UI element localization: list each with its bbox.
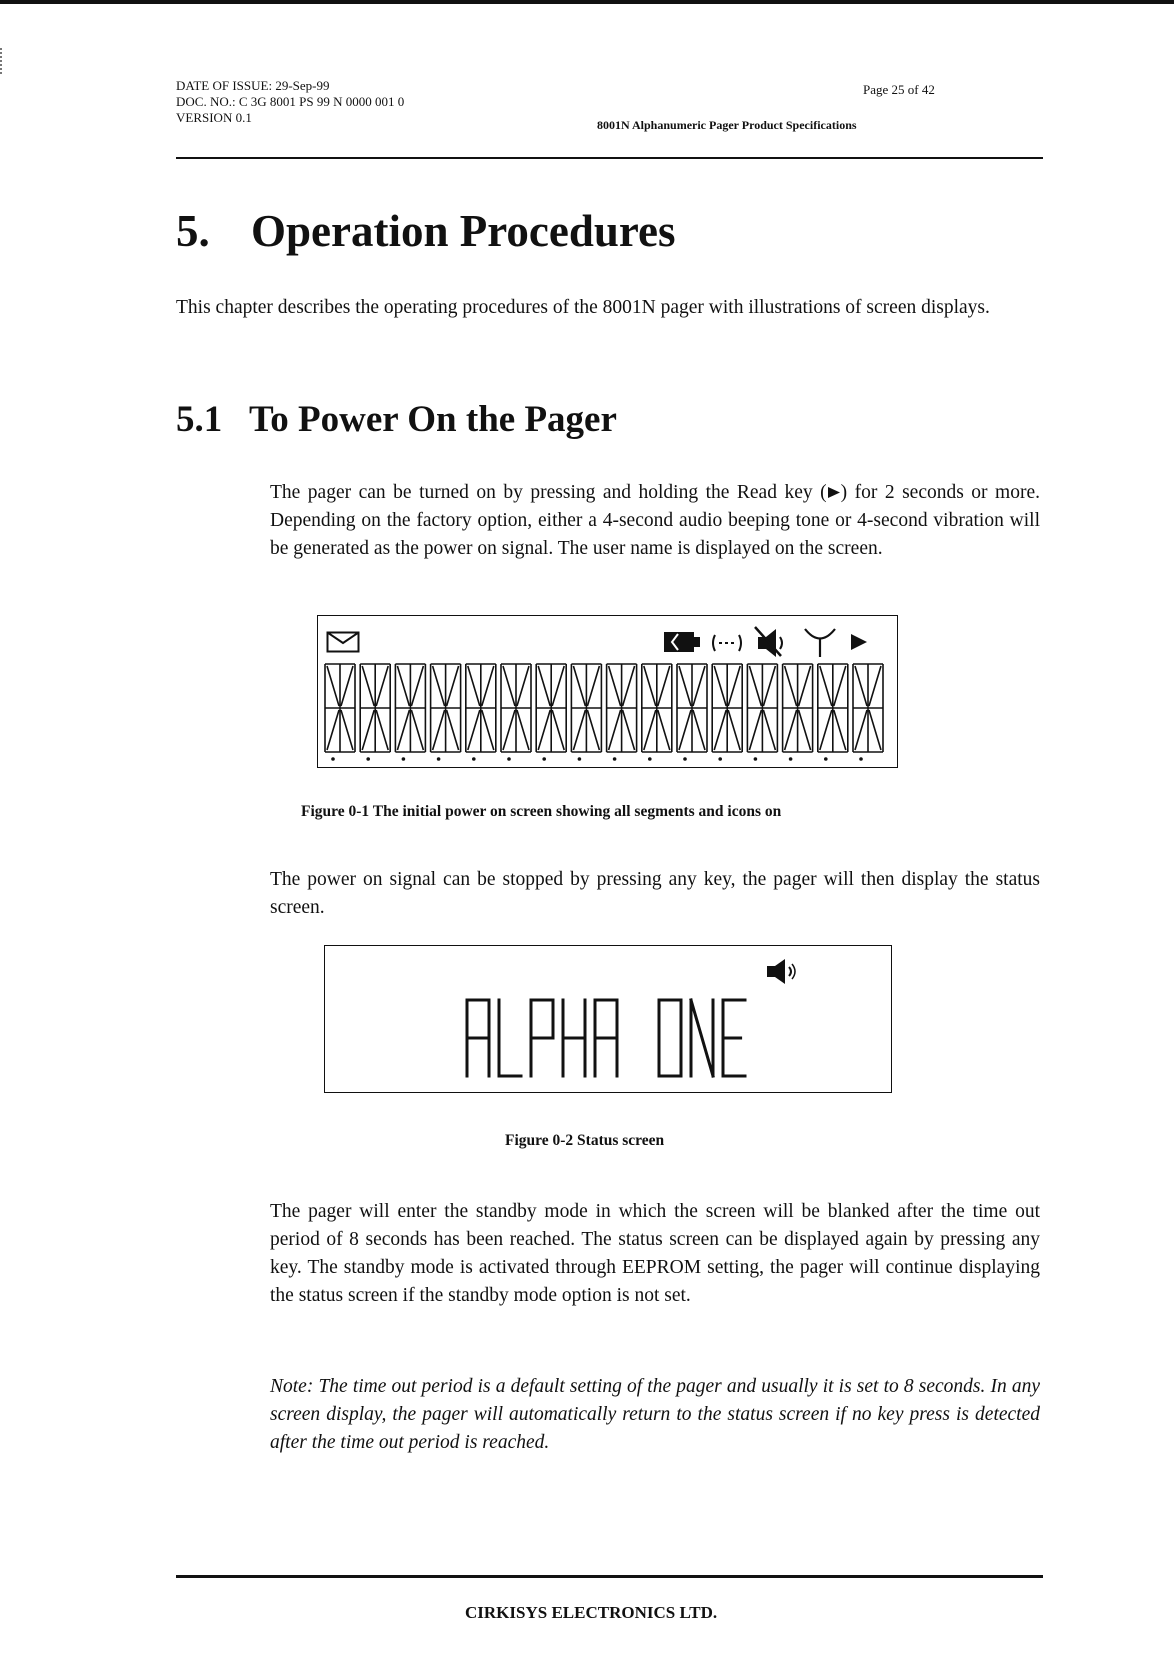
spec-title: 8001N Alphanumeric Pager Product Specifications — [597, 118, 857, 132]
status-segment — [691, 1000, 713, 1076]
lcd-segment — [623, 710, 635, 750]
lcd-segment — [411, 666, 423, 706]
section-heading — [176, 398, 617, 441]
lcd-segment — [468, 710, 480, 750]
lcd-segment — [327, 666, 339, 706]
lcd-segment — [433, 710, 445, 750]
intro-paragraph: This chapter describes the operating procedures of the 8001N pager with illustrations of screen displays. — [176, 297, 990, 318]
lcd-segment — [587, 666, 599, 706]
footer-rule — [176, 1575, 1043, 1578]
lcd-segment — [834, 666, 846, 706]
lcd-decimal-dot — [331, 757, 335, 761]
lcd-segment — [714, 666, 726, 706]
lcd-segment — [869, 666, 881, 706]
lcd-segment — [362, 710, 374, 750]
lcd-segment — [503, 710, 515, 750]
lcd-segment — [411, 710, 423, 750]
lcd-decimal-dot — [754, 757, 758, 761]
scan-margin-mark — [0, 48, 6, 74]
lcd-segment — [644, 666, 656, 706]
doc-header-left — [176, 78, 404, 126]
lcd-segment — [855, 666, 867, 706]
lcd-segment — [447, 666, 459, 706]
lcd-segment — [573, 710, 585, 750]
envelope-icon — [326, 631, 360, 653]
company-footer: CIRKISYS ELECTRONICS LTD. — [465, 1603, 718, 1622]
segment-character-rows — [323, 662, 891, 762]
lcd-segment — [482, 710, 494, 750]
lcd-segment — [376, 710, 388, 750]
header-rule — [176, 157, 1043, 159]
lcd-segment — [376, 666, 388, 706]
lcd-segment — [482, 666, 494, 706]
lcd-decimal-dot — [507, 757, 511, 761]
lcd-segment — [433, 666, 445, 706]
section-number: 5.1 — [176, 399, 223, 440]
lcd-segment — [397, 710, 409, 750]
page-number: Page 25 of 42 — [863, 82, 935, 97]
power-on-paragraph — [270, 479, 1040, 563]
lcd-segment — [552, 666, 564, 706]
chapter-title: Operation Procedures — [251, 206, 676, 256]
lcd-segment — [644, 710, 656, 750]
lcd-decimal-dot — [859, 757, 863, 761]
lcd-segment — [785, 666, 797, 706]
lcd-segment — [714, 710, 726, 750]
lcd-segment — [573, 666, 585, 706]
lcd-segment — [552, 710, 564, 750]
lcd-decimal-dot — [366, 757, 370, 761]
read-arrow-icon — [848, 631, 870, 653]
section-title: To Power On the Pager — [249, 399, 617, 440]
lcd-decimal-dot — [402, 757, 406, 761]
status-display-text — [465, 996, 765, 1086]
lcd-segment — [763, 710, 775, 750]
lcd-segment — [763, 666, 775, 706]
power-stop-paragraph: The power on signal can be stopped by pressing any key, the pager will then display the status screen. — [270, 869, 1040, 918]
speaker-icon — [765, 956, 799, 986]
standby-paragraph: The pager will enter the standby mode in which the screen will be blanked after the time out period of 8 seconds has been reached. The status screen can be displayed again by pressing any key. The standby mode is activated through EEPROM setting, the pager will continue displaying the status screen if the standby mode option is not set. — [270, 1201, 1040, 1306]
chapter-heading — [176, 205, 676, 257]
lcd-segment — [587, 710, 599, 750]
lcd-segment — [679, 710, 691, 750]
lcd-segment — [820, 710, 832, 750]
speaker-muted-icon — [752, 624, 796, 658]
lcd-segment — [834, 710, 846, 750]
lcd-segment — [362, 666, 374, 706]
lcd-segment — [799, 710, 811, 750]
lcd-segment — [749, 710, 761, 750]
antenna-icon — [802, 624, 838, 658]
lcd-segment — [658, 710, 670, 750]
lcd-segment — [799, 666, 811, 706]
lcd-segment — [728, 710, 740, 750]
lcd-segment — [869, 710, 881, 750]
battery-icon — [663, 630, 701, 654]
lcd-segment — [623, 666, 635, 706]
date-of-issue: DATE OF ISSUE: 29-Sep-99 — [176, 78, 330, 93]
lcd-segment — [728, 666, 740, 706]
note-paragraph: Note: The time out period is a default setting of the pager and usually it is set to 8 seconds. In any screen display, the pager will automatically return to the status screen if no key press is detected after the time out period is reached. — [270, 1376, 1040, 1453]
lcd-decimal-dot — [789, 757, 793, 761]
lcd-segment — [820, 666, 832, 706]
top-border — [0, 0, 1174, 4]
chapter-number: 5. — [176, 206, 210, 256]
lcd-decimal-dot — [437, 757, 441, 761]
lcd-decimal-dot — [824, 757, 828, 761]
lcd-segment — [855, 710, 867, 750]
lcd-segment — [609, 710, 621, 750]
lcd-decimal-dot — [613, 757, 617, 761]
lcd-segment — [397, 666, 409, 706]
lcd-segment — [468, 666, 480, 706]
lcd-segment — [517, 666, 529, 706]
lcd-segment — [503, 666, 515, 706]
lcd-segment — [785, 710, 797, 750]
figure-1-caption: Figure 0-1 The initial power on screen showing all segments and icons on — [301, 803, 782, 820]
lcd-segment — [679, 666, 691, 706]
lcd-segment — [538, 710, 550, 750]
lcd-decimal-dot — [542, 757, 546, 761]
lcd-decimal-dot — [472, 757, 476, 761]
lcd-decimal-dot — [578, 757, 582, 761]
lcd-decimal-dot — [648, 757, 652, 761]
lcd-segment — [749, 666, 761, 706]
lcd-segment — [538, 666, 550, 706]
figure-2-caption: Figure 0-2 Status screen — [505, 1132, 665, 1149]
lcd-decimal-dot — [718, 757, 722, 761]
lcd-status-screen — [324, 945, 892, 1093]
lcd-decimal-dot — [683, 757, 687, 761]
lcd-segment — [517, 710, 529, 750]
lcd-segment — [341, 666, 353, 706]
power-on-text-1: The pager can be turned on by pressing and holding the Read key ( — [270, 482, 827, 503]
doc-number: DOC. NO.: C 3G 8001 PS 99 N 0000 001 0 — [176, 94, 405, 109]
lcd-segment — [693, 666, 705, 706]
lcd-segment — [447, 710, 459, 750]
lcd-segment — [609, 666, 621, 706]
read-key-icon — [827, 486, 841, 499]
lcd-segment — [327, 710, 339, 750]
segment-characters — [325, 664, 883, 761]
lcd-segment — [693, 710, 705, 750]
lcd-segment — [341, 710, 353, 750]
version: VERSION 0.1 — [176, 110, 252, 125]
vibrate-icon — [710, 632, 744, 654]
lcd-all-segments-screen — [317, 615, 898, 768]
power-on-text-2: ) for 2 seconds or more. Depending on the factory option, either a 4-second audio beeping tone or 4-second vibration will be generated as the power on signal. The user name is displayed on the screen. — [270, 482, 1040, 559]
lcd-segment — [658, 666, 670, 706]
